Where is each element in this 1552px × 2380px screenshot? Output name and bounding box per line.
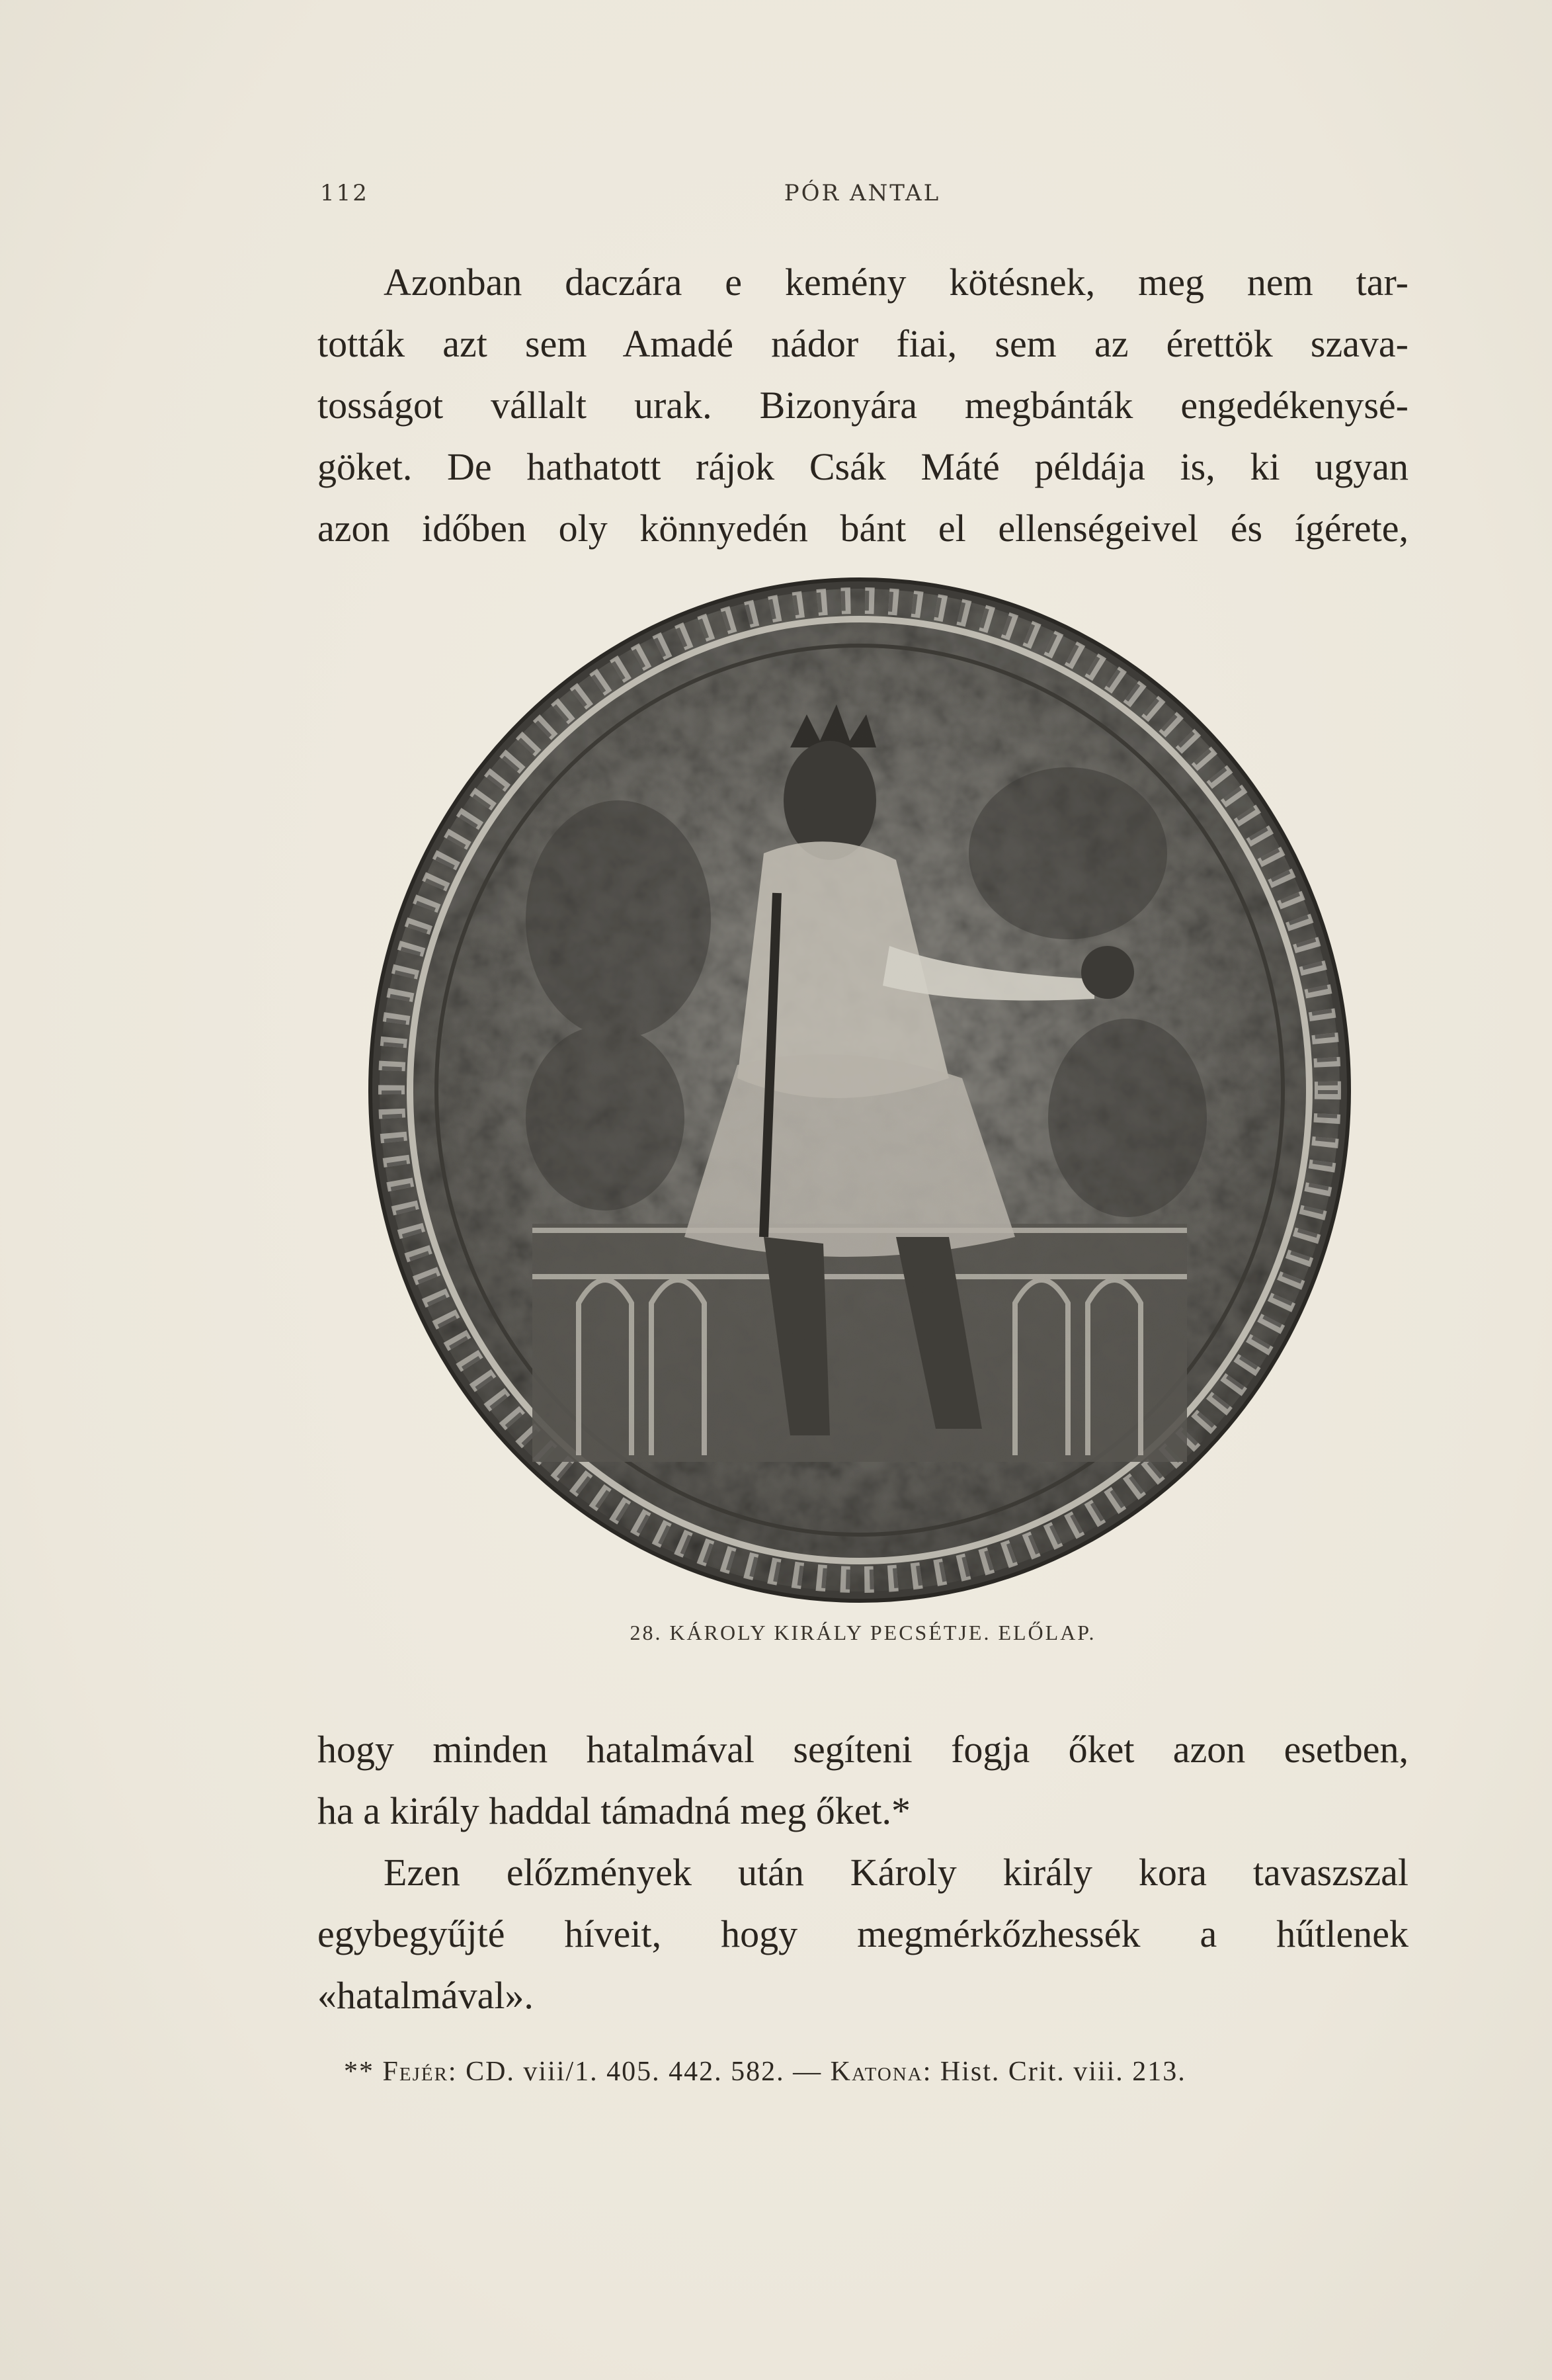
- text-line: Ezen előzmények után Károly király kora tavaszszal: [384, 1851, 1409, 1894]
- text-line: azon időben oly könnyedén bánt el ellenségeivel és ígérete,: [317, 507, 1409, 550]
- text-line: tották azt sem Amadé nádor fiai, sem az érettök szava-: [317, 322, 1409, 365]
- footnote-marker: **: [344, 2057, 374, 2087]
- text-line: tosságot vállalt urak. Bizonyára megbánták engedékenysé-: [317, 384, 1409, 427]
- paragraph-2: [317, 1719, 1409, 2026]
- figure-caption: 28. KÁROLY KIRÁLY PECSÉTJE. ELŐLAP.: [630, 1621, 1096, 1644]
- footnote-author: Fejér: [382, 2057, 448, 2087]
- paragraph-1: [317, 251, 1409, 559]
- page-number: 112: [320, 180, 369, 206]
- seal-figure: [367, 575, 1352, 1607]
- footnote: [344, 2056, 1402, 2088]
- text-line: hogy minden hatalmával segíteni fogja őket azon esetben,: [317, 1728, 1409, 1771]
- text-line: Azonban daczára e kemény kötésnek, meg nem tar-: [384, 261, 1409, 304]
- text-line: göket. De hathatott rájok Csák Máté példája is, ki ugyan: [317, 445, 1409, 488]
- text-line: egybegyűjté híveit, hogy megmérkőzhessék a hűtlenek: [317, 1912, 1409, 1955]
- footnote-author: Katona: [830, 2057, 923, 2087]
- footnote-reference: : CD. viii/1. 405. 442. 582. —: [448, 2057, 823, 2087]
- text-line: «hatalmával».: [317, 1974, 534, 2017]
- text-line: ha a király haddal támadná meg őket.*: [317, 1789, 911, 1832]
- page-header: [320, 180, 1405, 213]
- footnote-reference: : Hist. Crit. viii. 213.: [922, 2057, 1186, 2087]
- royal-seal-image: [367, 575, 1352, 1607]
- running-title: PÓR ANTAL: [784, 180, 941, 206]
